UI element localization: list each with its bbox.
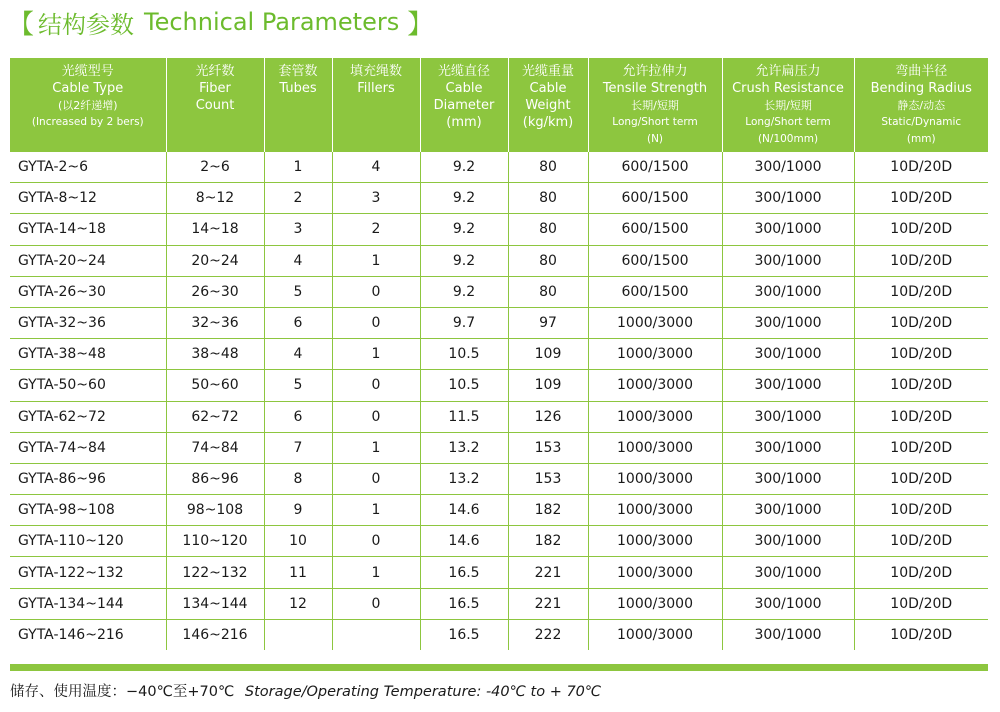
header-cn: 套管数 xyxy=(278,64,318,79)
cell-diameter: 10.5 xyxy=(420,339,508,370)
cell-fiber-count: 8~12 xyxy=(166,183,264,214)
cell-tubes: 1 xyxy=(264,152,332,183)
header-fillers xyxy=(332,58,420,152)
table-row xyxy=(10,401,988,432)
header-en: Cable xyxy=(529,81,567,96)
cell-tubes: 2 xyxy=(264,183,332,214)
cell-fiber-count: 110~120 xyxy=(166,526,264,557)
cell-crush: 300/1000 xyxy=(722,588,854,619)
cell-fiber-count: 62~72 xyxy=(166,401,264,432)
header-cn: 允许扁压力 xyxy=(755,64,821,79)
cell-diameter: 16.5 xyxy=(420,619,508,650)
cell-tensile: 1000/3000 xyxy=(588,463,722,494)
cell-bending: 10D/20D xyxy=(854,183,988,214)
cell-cable-type: GYTA-122~132 xyxy=(10,557,166,588)
header-en: Cable Type xyxy=(52,81,124,96)
cell-fiber-count: 14~18 xyxy=(166,214,264,245)
cell-weight: 80 xyxy=(508,152,588,183)
cell-diameter: 14.6 xyxy=(420,495,508,526)
cell-fillers: 1 xyxy=(332,495,420,526)
cell-cable-type: GYTA-2~6 xyxy=(10,152,166,183)
cell-weight: 182 xyxy=(508,495,588,526)
temperature-footnote xyxy=(10,680,601,701)
cell-crush: 300/1000 xyxy=(722,463,854,494)
cell-bending: 10D/20D xyxy=(854,557,988,588)
cell-tubes: 11 xyxy=(264,557,332,588)
cell-diameter: 10.5 xyxy=(420,370,508,401)
cell-tensile: 1000/3000 xyxy=(588,619,722,650)
cell-diameter: 11.5 xyxy=(420,401,508,432)
cell-tensile: 1000/3000 xyxy=(588,557,722,588)
table-row xyxy=(10,245,988,276)
header-cable-type xyxy=(10,58,166,152)
cell-diameter: 9.7 xyxy=(420,307,508,338)
cell-fillers: 1 xyxy=(332,557,420,588)
header-en: Bending Radius xyxy=(870,81,972,96)
cell-fiber-count: 134~144 xyxy=(166,588,264,619)
header-bending-radius xyxy=(854,58,988,152)
cell-fiber-count: 86~96 xyxy=(166,463,264,494)
header-en: Cable xyxy=(445,81,483,96)
header-en: Fiber xyxy=(199,81,231,96)
table-body xyxy=(10,152,988,650)
cell-cable-type: GYTA-20~24 xyxy=(10,245,166,276)
cell-fiber-count: 122~132 xyxy=(166,557,264,588)
cell-weight: 80 xyxy=(508,183,588,214)
cell-diameter: 9.2 xyxy=(420,245,508,276)
cell-tensile: 1000/3000 xyxy=(588,370,722,401)
cell-tubes: 5 xyxy=(264,276,332,307)
table-row xyxy=(10,183,988,214)
cell-tensile: 1000/3000 xyxy=(588,432,722,463)
header-sub: 静态/动态 xyxy=(897,99,946,112)
cell-cable-type: GYTA-86~96 xyxy=(10,463,166,494)
cell-tensile: 1000/3000 xyxy=(588,495,722,526)
cell-fiber-count: 50~60 xyxy=(166,370,264,401)
cell-bending: 10D/20D xyxy=(854,307,988,338)
cell-weight: 109 xyxy=(508,370,588,401)
cell-tubes: 6 xyxy=(264,401,332,432)
cell-bending: 10D/20D xyxy=(854,526,988,557)
cell-fillers: 1 xyxy=(332,245,420,276)
cell-bending: 10D/20D xyxy=(854,152,988,183)
cell-cable-type: GYTA-32~36 xyxy=(10,307,166,338)
header-sub: Weight xyxy=(525,98,571,113)
cell-crush: 300/1000 xyxy=(722,495,854,526)
cell-crush: 300/1000 xyxy=(722,276,854,307)
cell-crush: 300/1000 xyxy=(722,401,854,432)
title-open-bracket: 【 xyxy=(8,9,35,40)
cell-weight: 126 xyxy=(508,401,588,432)
header-en: Tubes xyxy=(279,81,317,96)
header-note: Static/Dynamic xyxy=(881,116,962,128)
table-row xyxy=(10,619,988,650)
cell-tensile: 1000/3000 xyxy=(588,401,722,432)
footnote-english: Storage/Operating Temperature: -40℃ to + 70℃ xyxy=(244,684,602,700)
header-cn: 光缆重量 xyxy=(521,64,574,79)
cell-fillers: 2 xyxy=(332,214,420,245)
cell-crush: 300/1000 xyxy=(722,432,854,463)
cell-weight: 80 xyxy=(508,214,588,245)
cell-fiber-count: 26~30 xyxy=(166,276,264,307)
table-row xyxy=(10,588,988,619)
cell-crush: 300/1000 xyxy=(722,245,854,276)
cell-fiber-count: 2~6 xyxy=(166,152,264,183)
cell-tensile: 600/1500 xyxy=(588,183,722,214)
header-cn: 允许拉伸力 xyxy=(622,64,688,79)
cell-tubes: 6 xyxy=(264,307,332,338)
cell-weight: 80 xyxy=(508,245,588,276)
cell-bending: 10D/20D xyxy=(854,339,988,370)
cell-tubes: 5 xyxy=(264,370,332,401)
cell-fillers: 4 xyxy=(332,152,420,183)
header-cable-weight xyxy=(508,58,588,152)
cell-crush: 300/1000 xyxy=(722,152,854,183)
cell-weight: 97 xyxy=(508,307,588,338)
cell-bending: 10D/20D xyxy=(854,432,988,463)
cell-weight: 153 xyxy=(508,432,588,463)
cell-tubes: 3 xyxy=(264,214,332,245)
header-note: Long/Short term xyxy=(612,116,698,128)
cell-diameter: 9.2 xyxy=(420,214,508,245)
table-row xyxy=(10,463,988,494)
header-tubes xyxy=(264,58,332,152)
cell-weight: 80 xyxy=(508,276,588,307)
header-en: Crush Resistance xyxy=(732,81,844,96)
cell-fiber-count: 20~24 xyxy=(166,245,264,276)
table-header-row xyxy=(10,58,988,152)
cell-cable-type: GYTA-14~18 xyxy=(10,214,166,245)
cell-diameter: 16.5 xyxy=(420,588,508,619)
cell-fillers: 1 xyxy=(332,432,420,463)
cell-weight: 221 xyxy=(508,557,588,588)
cell-cable-type: GYTA-8~12 xyxy=(10,183,166,214)
cell-fiber-count: 146~216 xyxy=(166,619,264,650)
header-en: Tensile Strength xyxy=(602,81,708,96)
cell-fillers: 0 xyxy=(332,588,420,619)
table-row xyxy=(10,370,988,401)
cell-crush: 300/1000 xyxy=(722,183,854,214)
header-sub: (以2纤递增) xyxy=(57,99,118,112)
header-fiber-count xyxy=(166,58,264,152)
cell-tensile: 600/1500 xyxy=(588,152,722,183)
cell-crush: 300/1000 xyxy=(722,557,854,588)
parameters-table xyxy=(10,58,988,650)
table-row xyxy=(10,557,988,588)
cell-diameter: 14.6 xyxy=(420,526,508,557)
cell-bending: 10D/20D xyxy=(854,370,988,401)
header-unit: (mm) xyxy=(906,133,936,145)
cell-tubes: 7 xyxy=(264,432,332,463)
cell-tubes: 9 xyxy=(264,495,332,526)
cell-bending: 10D/20D xyxy=(854,276,988,307)
header-note: (mm) xyxy=(446,115,482,130)
cell-weight: 109 xyxy=(508,339,588,370)
header-cn: 弯曲半径 xyxy=(895,64,948,79)
cell-weight: 153 xyxy=(508,463,588,494)
cell-tensile: 1000/3000 xyxy=(588,526,722,557)
header-sub: Diameter xyxy=(433,98,495,113)
cell-fillers: 0 xyxy=(332,401,420,432)
cell-weight: 221 xyxy=(508,588,588,619)
cell-tubes: 4 xyxy=(264,339,332,370)
header-sub: 长期/短期 xyxy=(631,99,679,112)
header-en: Fillers xyxy=(357,81,395,96)
cell-cable-type: GYTA-50~60 xyxy=(10,370,166,401)
cell-fillers: 0 xyxy=(332,463,420,494)
cell-fiber-count: 38~48 xyxy=(166,339,264,370)
cell-fiber-count: 32~36 xyxy=(166,307,264,338)
cell-diameter: 13.2 xyxy=(420,463,508,494)
table-row xyxy=(10,495,988,526)
cell-crush: 300/1000 xyxy=(722,214,854,245)
header-unit: (N) xyxy=(646,133,664,145)
cell-tensile: 600/1500 xyxy=(588,214,722,245)
header-note: Long/Short term xyxy=(745,116,831,128)
cell-crush: 300/1000 xyxy=(722,370,854,401)
table-row xyxy=(10,339,988,370)
cell-cable-type: GYTA-26~30 xyxy=(10,276,166,307)
cell-bending: 10D/20D xyxy=(854,245,988,276)
cell-diameter: 13.2 xyxy=(420,432,508,463)
cell-tubes xyxy=(264,619,332,650)
header-sub: Count xyxy=(195,98,235,113)
cell-fillers: 3 xyxy=(332,183,420,214)
page-title xyxy=(8,4,433,40)
cell-diameter: 9.2 xyxy=(420,152,508,183)
cell-tensile: 1000/3000 xyxy=(588,307,722,338)
title-chinese: 结构参数 xyxy=(38,10,135,39)
cell-fillers: 0 xyxy=(332,307,420,338)
footnote-chinese: 储存、使用温度：−40℃至+70℃ xyxy=(10,684,235,700)
title-english: Technical Parameters xyxy=(144,8,400,36)
cell-cable-type: GYTA-98~108 xyxy=(10,495,166,526)
cell-bending: 10D/20D xyxy=(854,401,988,432)
table-row xyxy=(10,152,988,183)
cell-tensile: 1000/3000 xyxy=(588,588,722,619)
table-row xyxy=(10,307,988,338)
cell-cable-type: GYTA-134~144 xyxy=(10,588,166,619)
cell-tubes: 4 xyxy=(264,245,332,276)
table-row xyxy=(10,276,988,307)
header-cn: 光纤数 xyxy=(195,64,235,79)
header-tensile-strength xyxy=(588,58,722,152)
header-cable-diameter xyxy=(420,58,508,152)
cell-tensile: 600/1500 xyxy=(588,276,722,307)
header-note: (Increased by 2 bers) xyxy=(31,116,144,128)
cell-fillers: 0 xyxy=(332,370,420,401)
cell-crush: 300/1000 xyxy=(722,339,854,370)
header-cn: 光缆直径 xyxy=(437,64,490,79)
cell-bending: 10D/20D xyxy=(854,495,988,526)
cell-crush: 300/1000 xyxy=(722,307,854,338)
cell-fillers: 0 xyxy=(332,276,420,307)
title-close-bracket: 】 xyxy=(407,9,434,40)
header-cn: 填充绳数 xyxy=(349,64,402,79)
cell-tubes: 10 xyxy=(264,526,332,557)
cell-weight: 222 xyxy=(508,619,588,650)
header-crush-resistance xyxy=(722,58,854,152)
cell-diameter: 16.5 xyxy=(420,557,508,588)
cell-cable-type: GYTA-110~120 xyxy=(10,526,166,557)
cell-fiber-count: 98~108 xyxy=(166,495,264,526)
cell-tubes: 12 xyxy=(264,588,332,619)
cell-bending: 10D/20D xyxy=(854,619,988,650)
cell-bending: 10D/20D xyxy=(854,214,988,245)
table-row xyxy=(10,432,988,463)
cell-fillers: 0 xyxy=(332,526,420,557)
cell-bending: 10D/20D xyxy=(854,463,988,494)
cell-diameter: 9.2 xyxy=(420,183,508,214)
bottom-divider xyxy=(10,664,988,671)
header-cn: 光缆型号 xyxy=(61,64,114,79)
cell-cable-type: GYTA-62~72 xyxy=(10,401,166,432)
cell-diameter: 9.2 xyxy=(420,276,508,307)
cell-weight: 182 xyxy=(508,526,588,557)
cell-bending: 10D/20D xyxy=(854,588,988,619)
cell-fillers xyxy=(332,619,420,650)
table-row xyxy=(10,214,988,245)
cell-tensile: 1000/3000 xyxy=(588,339,722,370)
cell-cable-type: GYTA-74~84 xyxy=(10,432,166,463)
cell-crush: 300/1000 xyxy=(722,526,854,557)
cell-fillers: 1 xyxy=(332,339,420,370)
cell-tensile: 600/1500 xyxy=(588,245,722,276)
cell-cable-type: GYTA-146~216 xyxy=(18,626,124,643)
cell-crush: 300/1000 xyxy=(722,619,854,650)
cell-tubes: 8 xyxy=(264,463,332,494)
table-row xyxy=(10,526,988,557)
cell-fiber-count: 74~84 xyxy=(166,432,264,463)
header-sub: 长期/短期 xyxy=(764,99,812,112)
header-note: (kg/km) xyxy=(522,115,574,130)
header-unit: (N/100mm) xyxy=(757,133,819,145)
cell-cable-type: GYTA-38~48 xyxy=(10,339,166,370)
